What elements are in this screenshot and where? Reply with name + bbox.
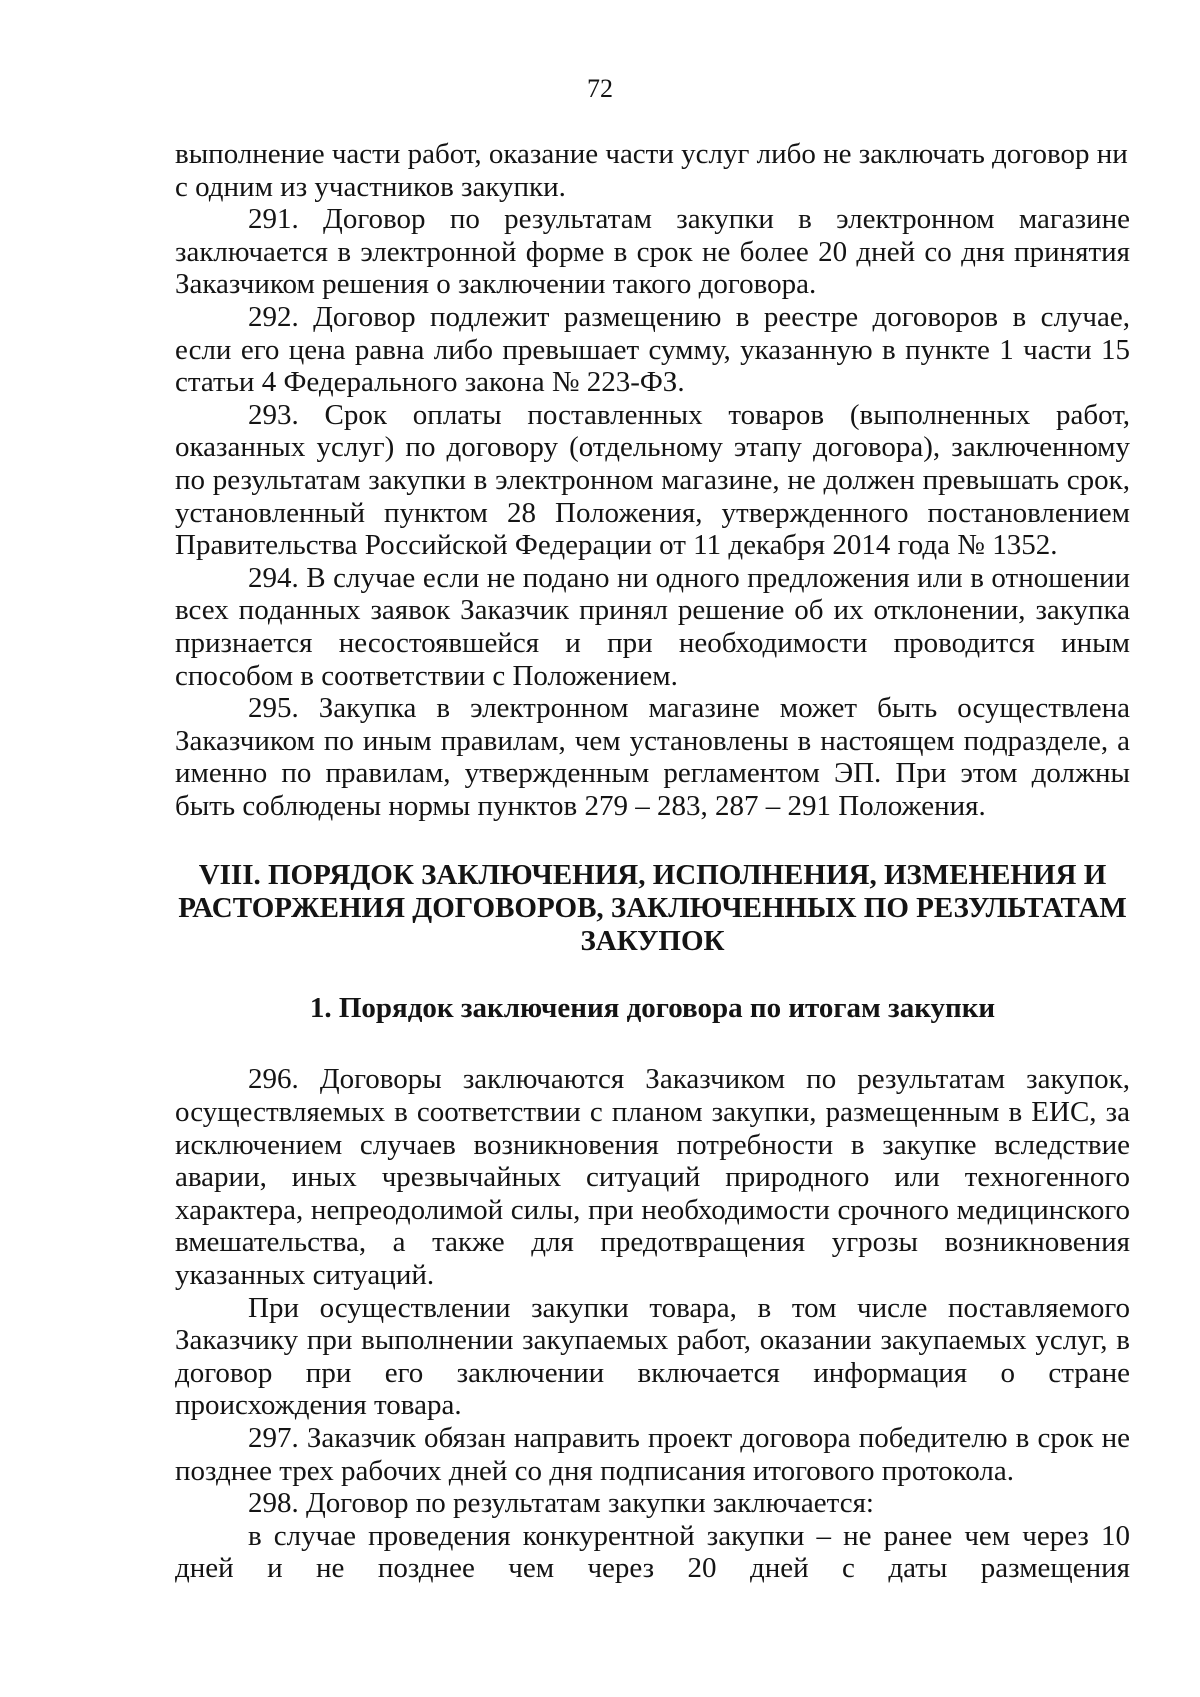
paragraph-298-item: в случае проведения конкурентной закупки – не ранее чем через 10 дней и не позднее чем через 20 дней с даты размещения bbox=[175, 1519, 1130, 1585]
paragraph-298: 298. Договор по результатам закупки заключается: bbox=[248, 1487, 874, 1520]
paragraph-296: 296. Договоры заключаются Заказчиком по результатам закупок, осуществляемых в соответствии с планом закупки, размещенным в ЕИС, за исключением случаев возникновения потребности в закупке вследствие аварии, иных чрезвычайных ситуаций природного или техногенного характера, непреодолимой силы, при необходимости срочного медицинского вмешательства, а также для предотвращения угрозы возникновения указанных ситуаций. bbox=[175, 1063, 1130, 1292]
paragraph: выполнение части работ, оказание части услуг либо не заключать договор ни с одним из участников закупки. bbox=[175, 138, 1128, 203]
paragraph-country-of-origin: При осуществлении закупки товара, в том числе поставляемого Заказчику при выполнении закупаемых работ, оказании закупаемых услуг, в договор при его заключении включается информация о стране происхождения товара. bbox=[175, 1291, 1130, 1422]
paragraph-297: 297. Заказчик обязан направить проект договора победителю в срок не позднее трех рабочих дней со дня подписания итогового протокола. bbox=[175, 1422, 1130, 1487]
page-number: 72 bbox=[587, 74, 613, 103]
paragraph-292: 292. Договор подлежит размещению в реестре договоров в случае, если его цена равна либо превышает сумму, указанную в пункте 1 части 15 статьи 4 Федерального закона № 223-ФЗ. bbox=[175, 300, 1130, 399]
document-body bbox=[175, 138, 1130, 1585]
section-title: VIII. ПОРЯДОК ЗАКЛЮЧЕНИЯ, ИСПОЛНЕНИЯ, ИЗМЕНЕНИЯ И РАСТОРЖЕНИЯ ДОГОВОРОВ, ЗАКЛЮЧЕННЫХ ПО РЕЗУЛЬТАТАМ ЗАКУПОК bbox=[178, 859, 1127, 958]
paragraph-294: 294. В случае если не подано ни одного предложения или в отношении всех поданных заявок Заказчик принял решение об их отклонении, закупка признается несостоявшейся и при необходимости проводится иным способом в соответствии с Положением. bbox=[175, 561, 1130, 692]
paragraph-293: 293. Срок оплаты поставленных товаров (выполненных работ, оказанных услуг) по договору (отдельному этапу договора), заключенному по результатам закупки в электронном магазине, не должен превышать срок, установленный пунктом 28 Положения, утвержденного постановлением Правительства Российской Федерации от 11 декабря 2014 года № 1352. bbox=[175, 398, 1130, 562]
paragraph-295: 295. Закупка в электронном магазине может быть осуществлена Заказчиком по иным правилам, чем установлены в настоящем подразделе, а именно по правилам, утвержденным регламентом ЭП. При этом должны быть соблюдены нормы пунктов 279 – 283, 287 – 291 Положения. bbox=[175, 692, 1130, 822]
paragraph-291: 291. Договор по результатам закупки в электронном магазине заключается в электронной форме в срок не более 20 дней со дня принятия Заказчиком решения о заключении такого договора. bbox=[175, 203, 1130, 301]
subsection-title: 1. Порядок заключения договора по итогам закупки bbox=[309, 992, 996, 1025]
